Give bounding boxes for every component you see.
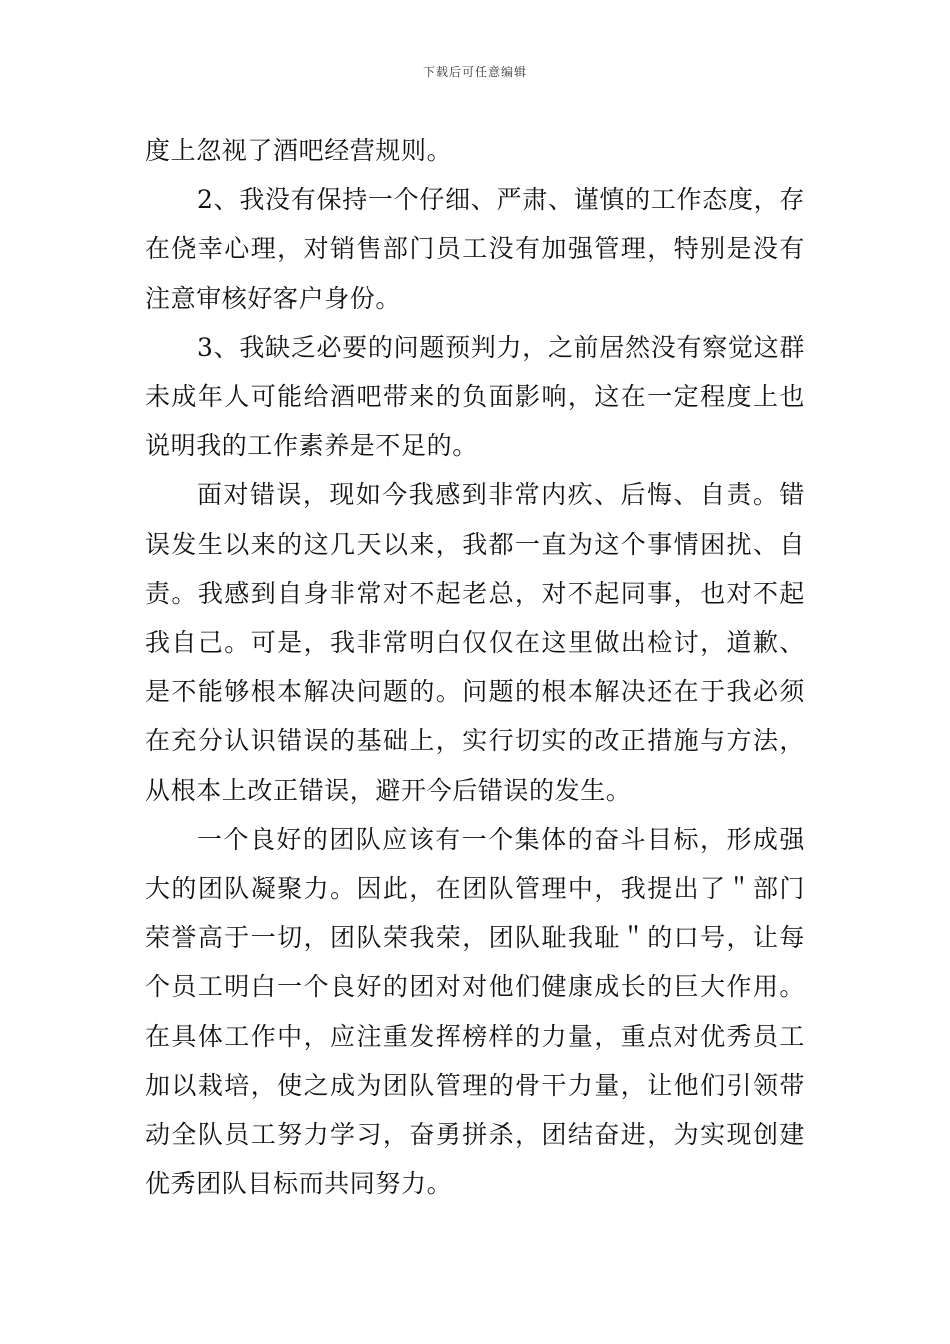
- paragraph-2: 2、我没有保持一个仔细、严肃、谨慎的工作态度，存在侥幸心理，对销售部门员工没有加强管理，特别是没有注意审核好客户身份。: [145, 185, 805, 313]
- page-header: 下载后可任意编辑: [422, 65, 527, 79]
- paragraph-4: 面对错误，现如今我感到非常内疚、后悔、自责。错误发生以来的这几天以来，我都一直为这个事情困扰、自责。我感到自身非常对不起老总，对不起同事，也对不起我自己。可是，我非常明白仅仅在这里做出检讨，道歉、是不能够根本解决问题的。问题的根本解决还在于我必须在充分认识错误的基础上，实行切实的改正措施与方法，从根本上改正错误，避开今后错误的发生。: [145, 480, 805, 805]
- document-body: [145, 126, 805, 1208]
- paragraph-3: 3、我缺乏必要的问题预判力，之前居然没有察觉这群未成年人可能给酒吧带来的负面影响，这在一定程度上也说明我的工作素养是不足的。: [145, 332, 805, 461]
- paragraph-1: 度上忽视了酒吧经营规则。: [145, 136, 453, 165]
- paragraph-5: 一个良好的团队应该有一个集体的奋斗目标，形成强大的团队凝聚力。因此，在团队管理中，我提出了＂部门荣誉高于一切，团队荣我荣，团队耻我耻＂的口号，让每个员工明白一个良好的团对对他们健康成长的巨大作用。在具体工作中，应注重发挥榜样的力量，重点对优秀员工加以栽培，使之成为团队管理的骨干力量，让他们引领带动全队员工努力学习，奋勇拼杀，团结奋进，为实现创建优秀团队目标而共同努力。: [145, 824, 805, 1199]
